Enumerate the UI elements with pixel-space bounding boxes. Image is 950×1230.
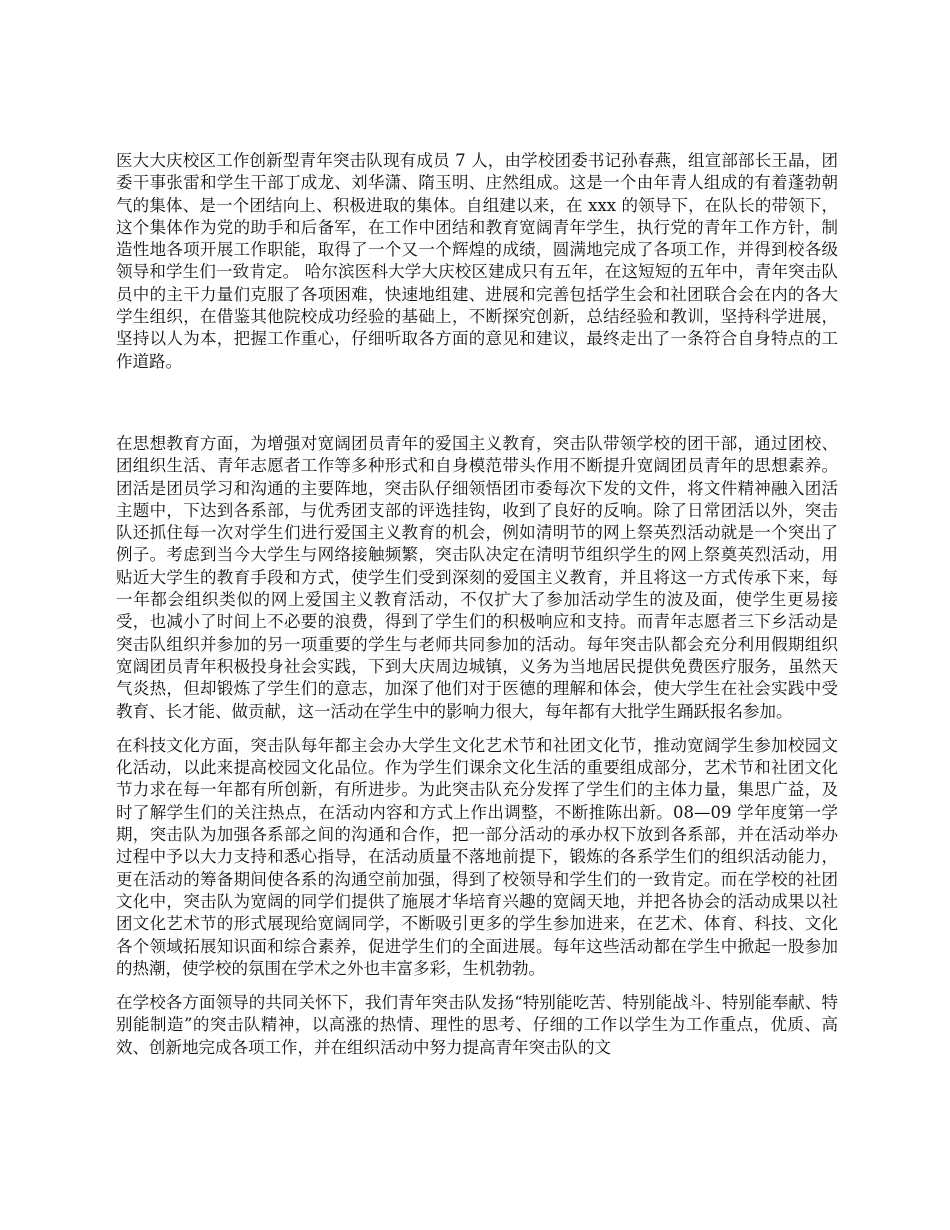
document-body [116, 150, 838, 1071]
paragraph-ideological-education: 在思想教育方面，为增强对宽阔团员青年的爱国主义教育，突击队带领学校的团干部，通过团校、团组织生活、青年志愿者工作等多种形式和自身模范带头作用不断提升宽阔团员青年的思想素养。团活是团员学习和沟通的主要阵地，突击队仔细领悟团市委每次下发的文件，将文件精神融入团活主题中，下达到各系部，与优秀团支部的评选挂钩，收到了良好的反响。除了日常团活以外，突击队还抓住每一次对学生们进行爱国主义教育的机会，例如清明节的网上祭英烈活动就是一个突出了例子。考虑到当今大学生与网络接触频繁，突击队决定在清明节组织学生的网上祭奠英烈活动，用贴近大学生的教育手段和方式，使学生们受到深刻的爱国主义教育，并且将这一方式传承下来，每一年都会组织类似的网上爱国主义教育活动，不仅扩大了参加活动学生的波及面，使学生更易接受，也减小了时间上不必要的浪费，得到了学生们的积极响应和支持。而青年志愿者三下乡活动是突击队组织并参加的另一项重要的学生与老师共同参加的活动。每年突击队都会充分利用假期组织宽阔团员青年积极投身社会实践，下到大庆周边城镇，义务为当地居民提供免费医疗服务，虽然天气炎热，但却锻炼了学生们的意志，加深了他们对于医德的理解和体会，使大学生在社会实践中受教育、长才能、做贡献，这一活动在学生中的影响力很大，每年都有大批学生踊跃报名参加。 [116, 433, 838, 721]
paragraph-intro: 医大大庆校区工作创新型青年突击队现有成员 7 人，由学校团委书记孙春燕，组宣部部长王晶，团委干事张雷和学生干部丁成龙、刘华潇、隋玉明、庄然组成。这是一个由年青人组成的有着蓬勃朝气的集体、是一个团结向上、积极进取的集体。自组建以来，在 xxx 的领导下，在队长的带领下，这个集体作为党的助手和后备军，在工作中团结和教育宽阔青年学生，执行党的青年工作方针，制造性地各项开展工作职能，取得了一个又一个辉煌的成绩，圆满地完成了各项工作，并得到校各级领导和学生们一致肯定。 哈尔滨医科大学大庆校区建成只有五年，在这短短的五年中，青年突击队员中的主干力量们克服了各项困难，快速地组建、进展和完善包括学生会和社团联合会在内的各大学生组织，在借鉴其他院校成功经验的基础上，不断探究创新，总结经验和教训，坚持科学进展，坚持以人为本，把握工作重心，仔细听取各方面的意见和建议，最终走出了一条符合自身特点的工作道路。 [116, 151, 838, 371]
paragraph-conclusion: 在学校各方面领导的共同关怀下，我们青年突击队发扬“特别能吃苦、特别能战斗、特别能奉献、特别能制造”的突击队精神，以高涨的热情、理性的思考、仔细的工作以学生为工作重点，优质、高效、创新地完成各项工作，并在组织活动中努力提高青年突击队的文 [116, 993, 838, 1057]
paragraph-science-culture: 在科技文化方面，突击队每年都主会办大学生文化艺术节和社团文化节，推动宽阔学生参加校园文化活动，以此来提高校园文化品位。作为学生们课余文化生活的重要组成部分，艺术节和社团文化节力求在每一年都有所创新，有所进步。为此突击队充分发挥了学生们的主体力量，集思广益，及时了解学生们的关注热点，在活动内容和方式上作出调整，不断推陈出新。08—09 学年度第一学期，突击队为加强各系部之间的沟通和合作，把一部分活动的承办权下放到各系部，并在活动举办过程中予以大力支持和悉心指导，在活动质量不落地前提下，锻炼的各系学生们的组织活动能力，更在活动的筹备期间使各系的沟通空前加强，得到了校领导和学生们的一致肯定。而在学校的社团文化中，突击队为宽阔的同学们提供了施展才华培育兴趣的宽阔天地，并把各协会的活动成果以社团文化艺术节的形式展现给宽阔同学，不断吸引更多的学生参加进来，在艺术、体育、科技、文化各个领域拓展知识面和综合素养，促进学生们的全面进展。每年这些活动都在学生中掀起一股参加的热潮，使学校的氛围在学术之外也丰富多彩，生机勃勃。 [116, 735, 838, 978]
